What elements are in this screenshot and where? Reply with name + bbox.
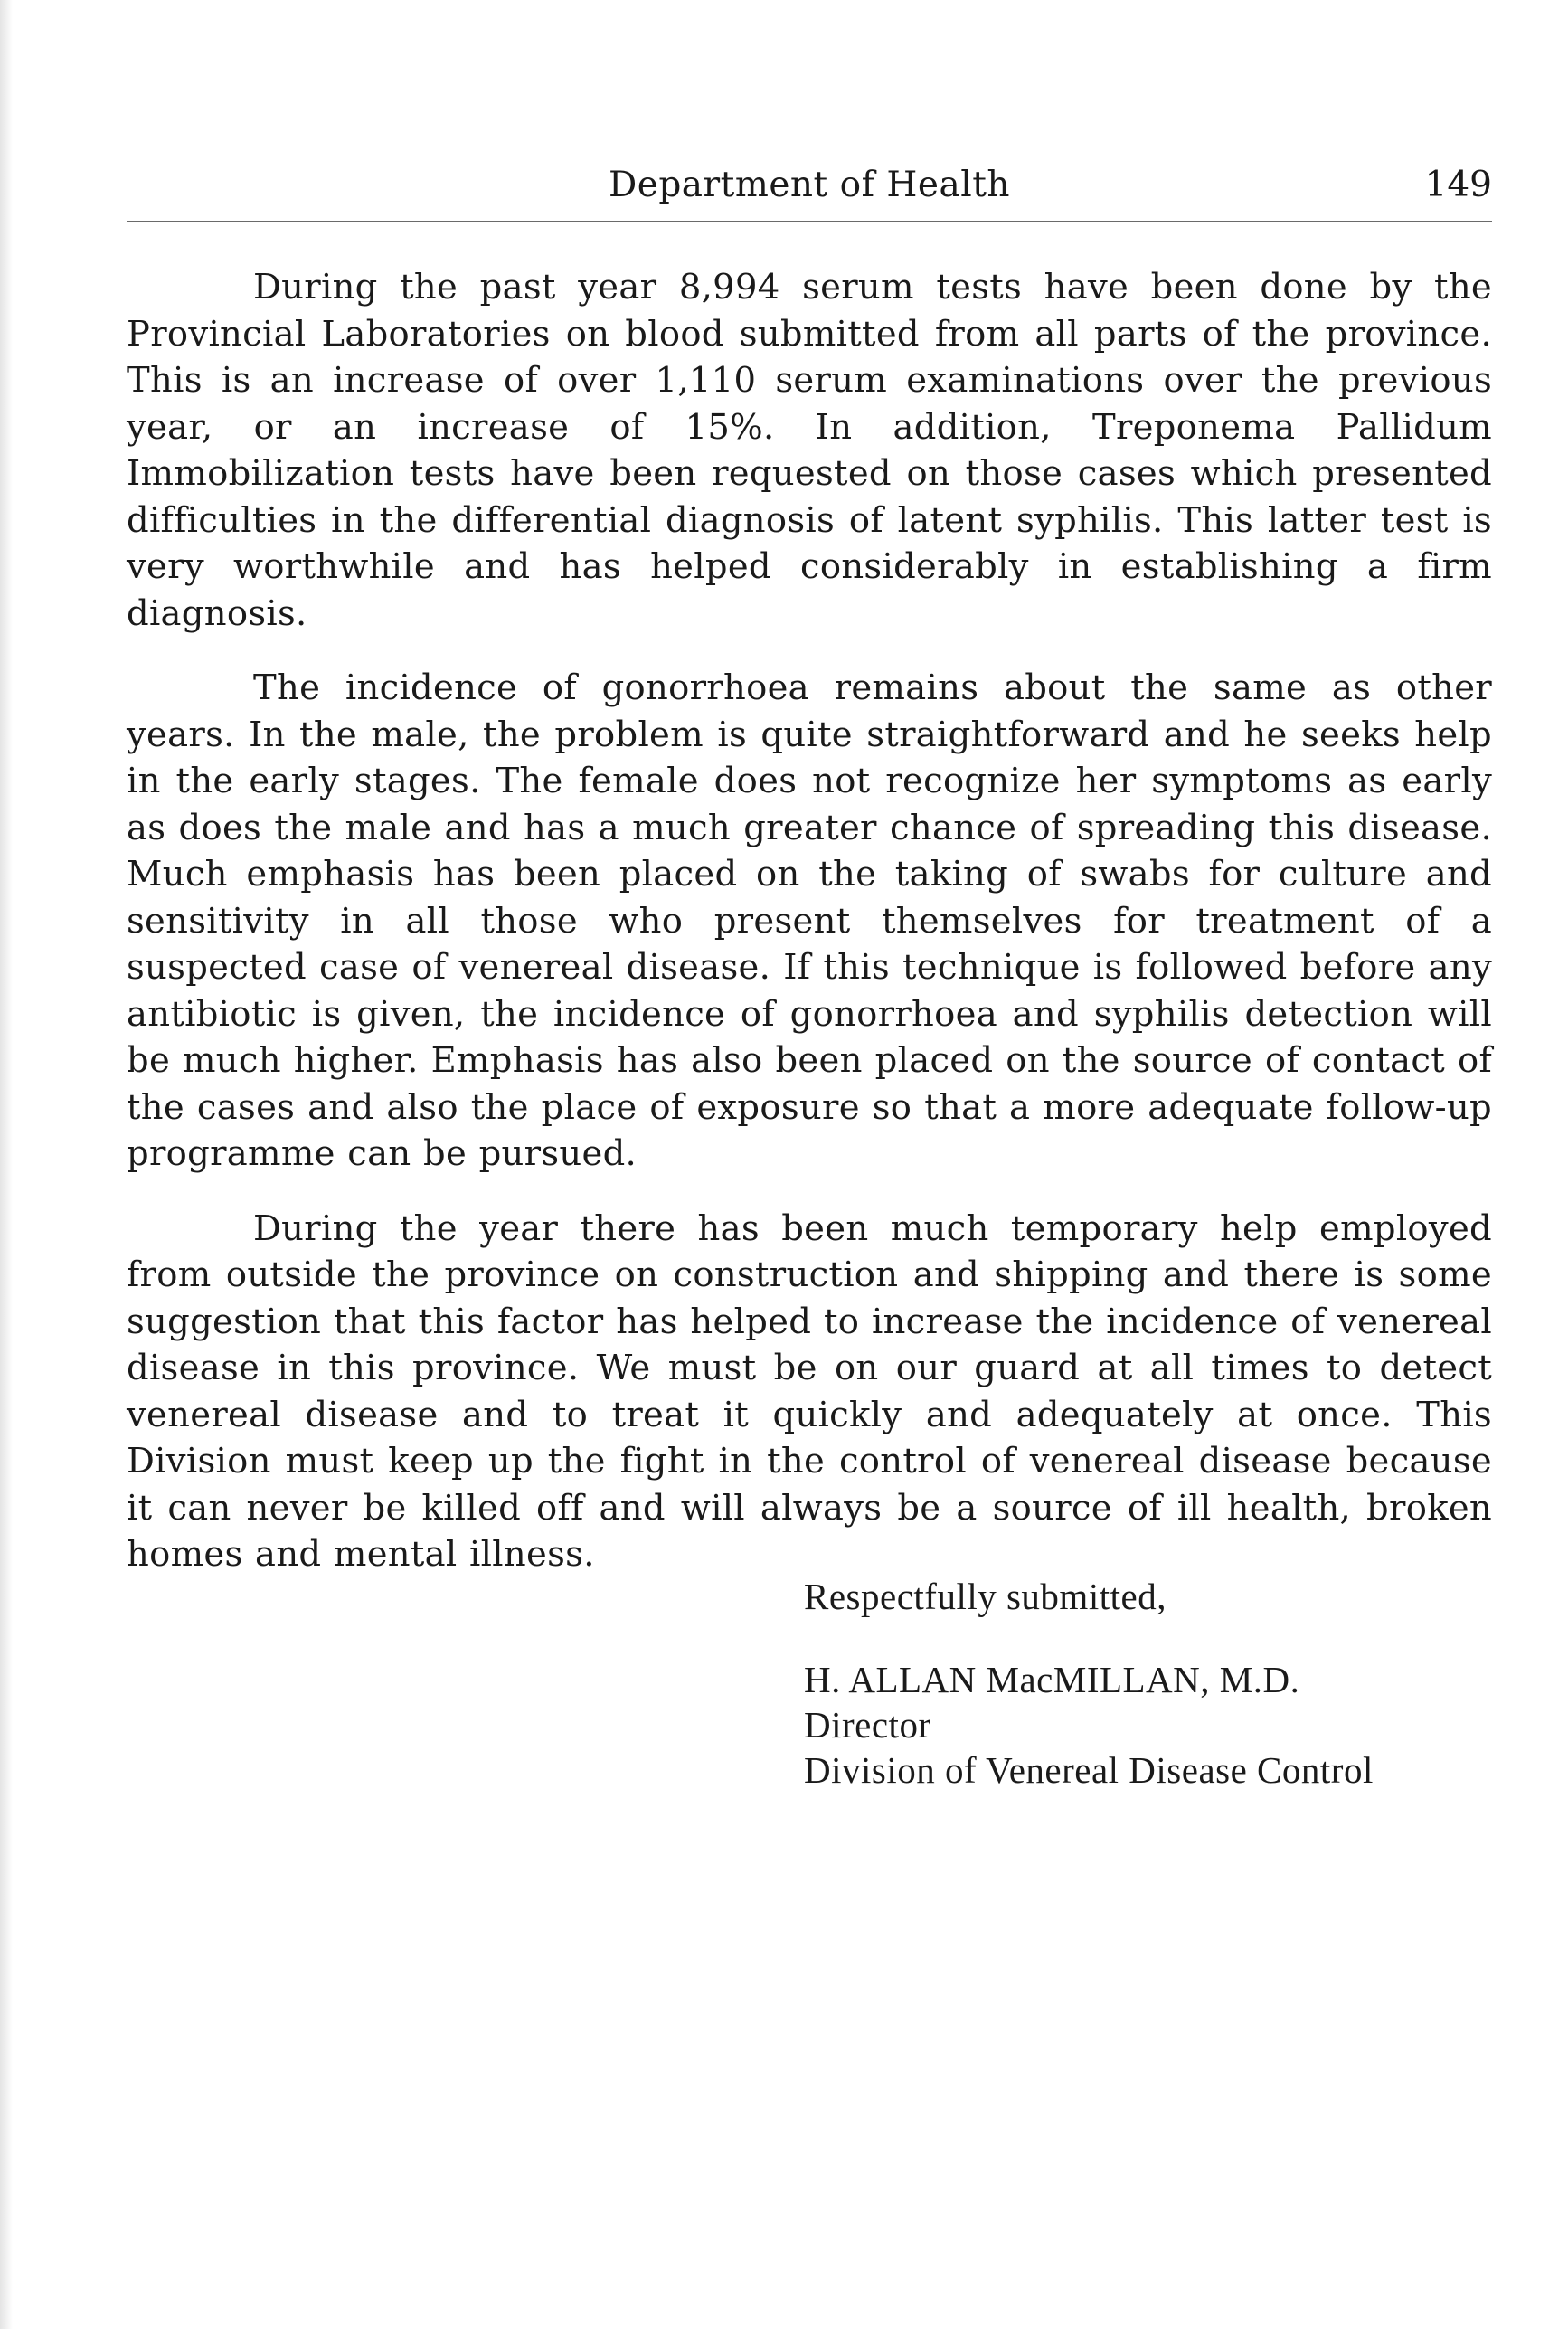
running-head: Department of Health <box>608 165 1011 205</box>
signatory-name: H. ALLAN MacMILLAN, M.D. <box>804 1659 1300 1700</box>
page-header <box>127 156 1492 222</box>
body-text <box>127 264 1492 1606</box>
page-edge-shadow <box>0 0 13 2329</box>
signature-block <box>804 1574 1374 1793</box>
signatory-division: Division of Venereal Disease Control <box>804 1749 1374 1791</box>
paragraph-temporary-help: During the year there has been much temporary help employed from outside the province on construction and shipping and there is some suggestion that this factor has helped to increase the incidence of venereal disease in this province. We must be on our guard at all times to detect venereal disease and to treat it quickly and adequately at once. This Division must keep up the fight in the control of venereal disease because it can never be killed off and will always be a source of ill health, broken homes and mental illness. <box>127 1207 1492 1575</box>
signature-spacer <box>804 1619 1374 1657</box>
paragraph-gonorrhoea: The incidence of gonorrhoea remains about the same as other years. In the male, the problem is quite straightforward and he seeks help in the early stages. The female does not recognize her symptoms as early as does the male and has a much greater chance of spreading this disease. Much emphasis has been placed on the taking of swabs for culture and sensitivity in all those who present themselves for treatment of a suspected case of venereal disease. If this technique is followed before any antibiotic is given, the incidence of gonorrhoea and syphilis detection will be much higher. Emphasis has also been placed on the source of contact of the cases and also the place of exposure so that a more adequate follow-up programme can be pursued. <box>127 667 1492 1174</box>
signatory-title: Director <box>804 1704 931 1746</box>
closing-line: Respectfully submitted, <box>804 1576 1167 1617</box>
page-number: 149 <box>1424 165 1492 205</box>
paragraph-serum-tests: During the past year 8,994 serum tests have been done by the Provincial Laboratories on blood submitted from all parts of the province. This is an increase of over 1,110 serum examinations over the previous year, or an increase of 15%. In addition, Treponema Pallidum Immobilization tests have been requested on those cases which presented difficulties in the differential diagnosis of latent syphilis. This latter test is very worthwhile and has helped considerably in establishing a firm diagnosis. <box>127 267 1492 634</box>
